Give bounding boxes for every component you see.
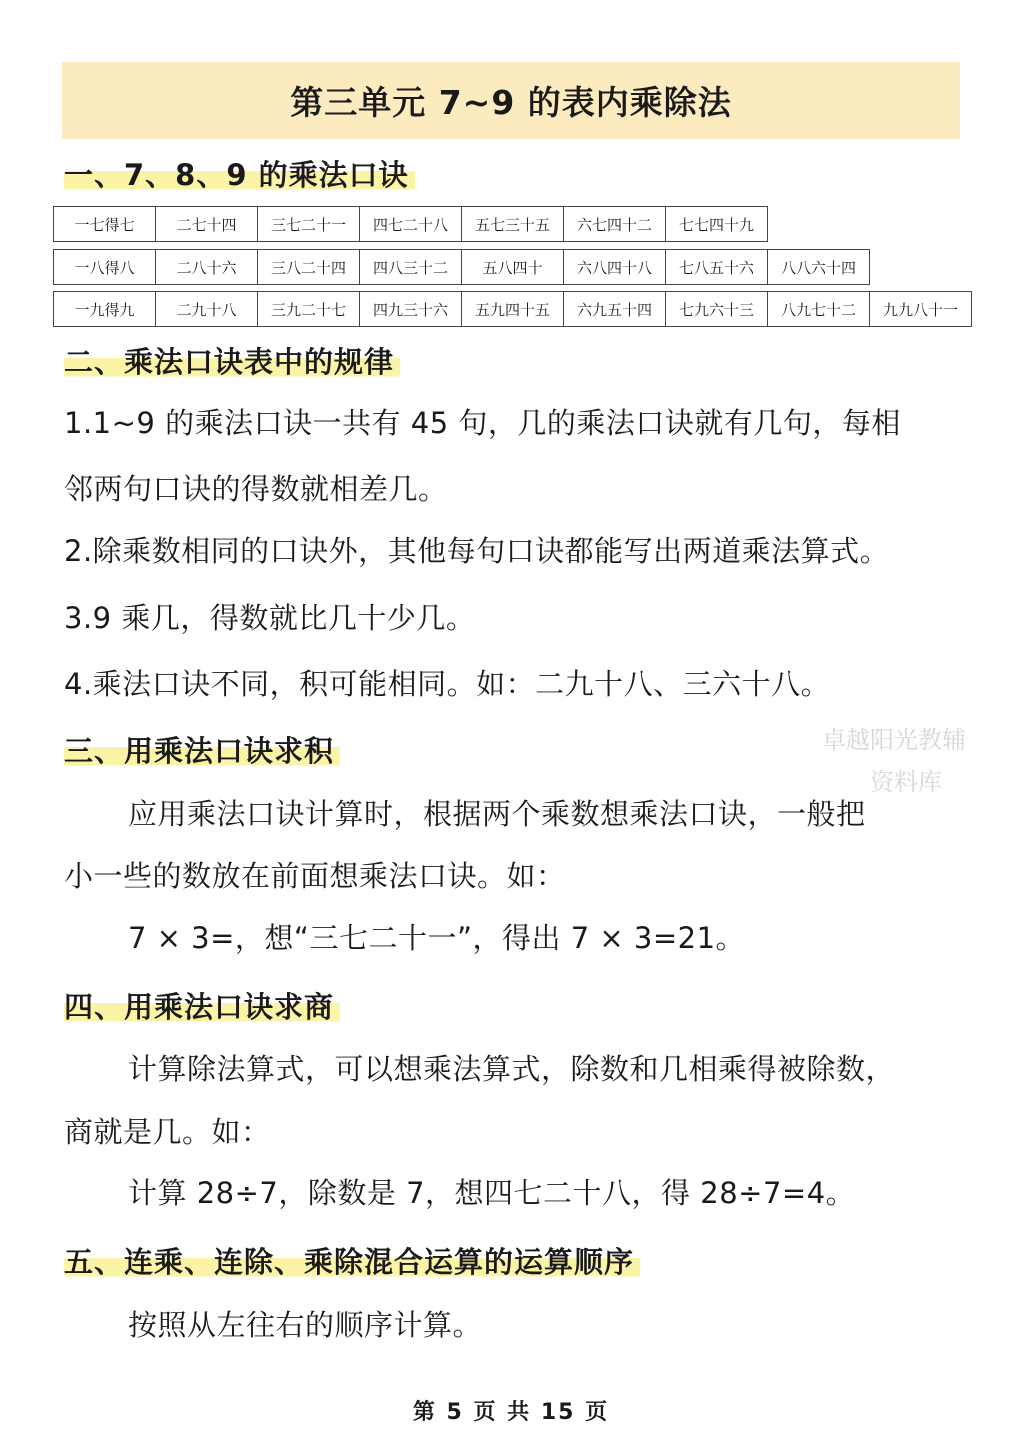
- rhyme-cell: 一九得九: [53, 291, 156, 327]
- rhyme-cell: 五八四十: [461, 249, 564, 285]
- page-footer: 第 5 页 共 15 页: [412, 1400, 610, 1425]
- product-text-line-2: 小一些的数放在前面想乘法口诀。如：: [64, 859, 566, 893]
- rhyme-cell: 六七四十二: [563, 206, 666, 242]
- rhyme-cell: 六八四十八: [563, 249, 666, 285]
- rhyme-cell: 七九六十三: [665, 291, 768, 327]
- section-1-heading: 一、7、8、9 的乘法口诀: [64, 153, 415, 194]
- rule-1-line-1: 1.1~9 的乘法口诀一共有 45 句，几的乘法口诀就有几句，每相: [64, 406, 901, 440]
- rhyme-cell: 七八五十六: [665, 249, 768, 285]
- quotient-text-line-1: 计算除法算式，可以想乘法算式，除数和几相乘得被除数，: [128, 1052, 896, 1086]
- rhyme-cell: 七七四十九: [665, 206, 768, 242]
- rhyme-cell: 三九二十七: [257, 291, 360, 327]
- rhyme-cell: 二七十四: [155, 206, 258, 242]
- section-3-heading: 三、用乘法口诀求积: [64, 729, 340, 770]
- quotient-example: 计算 28÷7，除数是 7，想四七二十八，得 28÷7=4。: [128, 1176, 856, 1210]
- watermark-line-1: 卓越阳光教辅: [822, 726, 966, 754]
- rule-2: 2.除乘数相同的口诀外，其他每句口诀都能写出两道乘法算式。: [64, 534, 890, 568]
- section-2-heading: 二、乘法口诀表中的规律: [64, 340, 400, 381]
- rule-4: 4.乘法口诀不同，积可能相同。如：二九十八、三六十八。: [64, 667, 831, 701]
- rhyme-cell: 五九四十五: [461, 291, 564, 327]
- rhyme-cell: 三八二十四: [257, 249, 360, 285]
- rhyme-cell: 九九八十一: [869, 291, 972, 327]
- section-5-heading: 五、连乘、连除、乘除混合运算的运算顺序: [64, 1240, 640, 1281]
- quotient-text-line-2: 商就是几。如：: [64, 1115, 271, 1149]
- rhyme-cell: 一七得七: [53, 206, 156, 242]
- rule-3: 3.9 乘几，得数就比几十少几。: [64, 601, 476, 635]
- rhyme-cell: 四七二十八: [359, 206, 462, 242]
- order-text: 按照从左往右的顺序计算。: [128, 1308, 483, 1342]
- rhyme-cell: 四八三十二: [359, 249, 462, 285]
- rhyme-row-8: [53, 249, 870, 285]
- rhyme-cell: 八八六十四: [767, 249, 870, 285]
- title-banner: [62, 62, 960, 139]
- rhyme-row-9: [53, 291, 972, 327]
- watermark-line-2: 资料库: [870, 768, 942, 796]
- rhyme-cell: 二八十六: [155, 249, 258, 285]
- rhyme-row-7: [53, 206, 768, 242]
- section-4-heading: 四、用乘法口诀求商: [64, 985, 340, 1026]
- page-title: 第三单元 7~9 的表内乘除法: [290, 83, 732, 122]
- rhyme-cell: 六九五十四: [563, 291, 666, 327]
- rhyme-cell: 八九七十二: [767, 291, 870, 327]
- product-text-line-1: 应用乘法口诀计算时，根据两个乘数想乘法口诀，一般把: [128, 797, 866, 831]
- rhyme-cell: 五七三十五: [461, 206, 564, 242]
- rhyme-cell: 二九十八: [155, 291, 258, 327]
- rhyme-cell: 三七二十一: [257, 206, 360, 242]
- rule-1-line-2: 邻两句口诀的得数就相差几。: [64, 472, 448, 506]
- rhyme-cell: 一八得八: [53, 249, 156, 285]
- rhyme-cell: 四九三十六: [359, 291, 462, 327]
- product-example: 7 × 3=，想“三七二十一”，得出 7 × 3=21。: [128, 921, 746, 955]
